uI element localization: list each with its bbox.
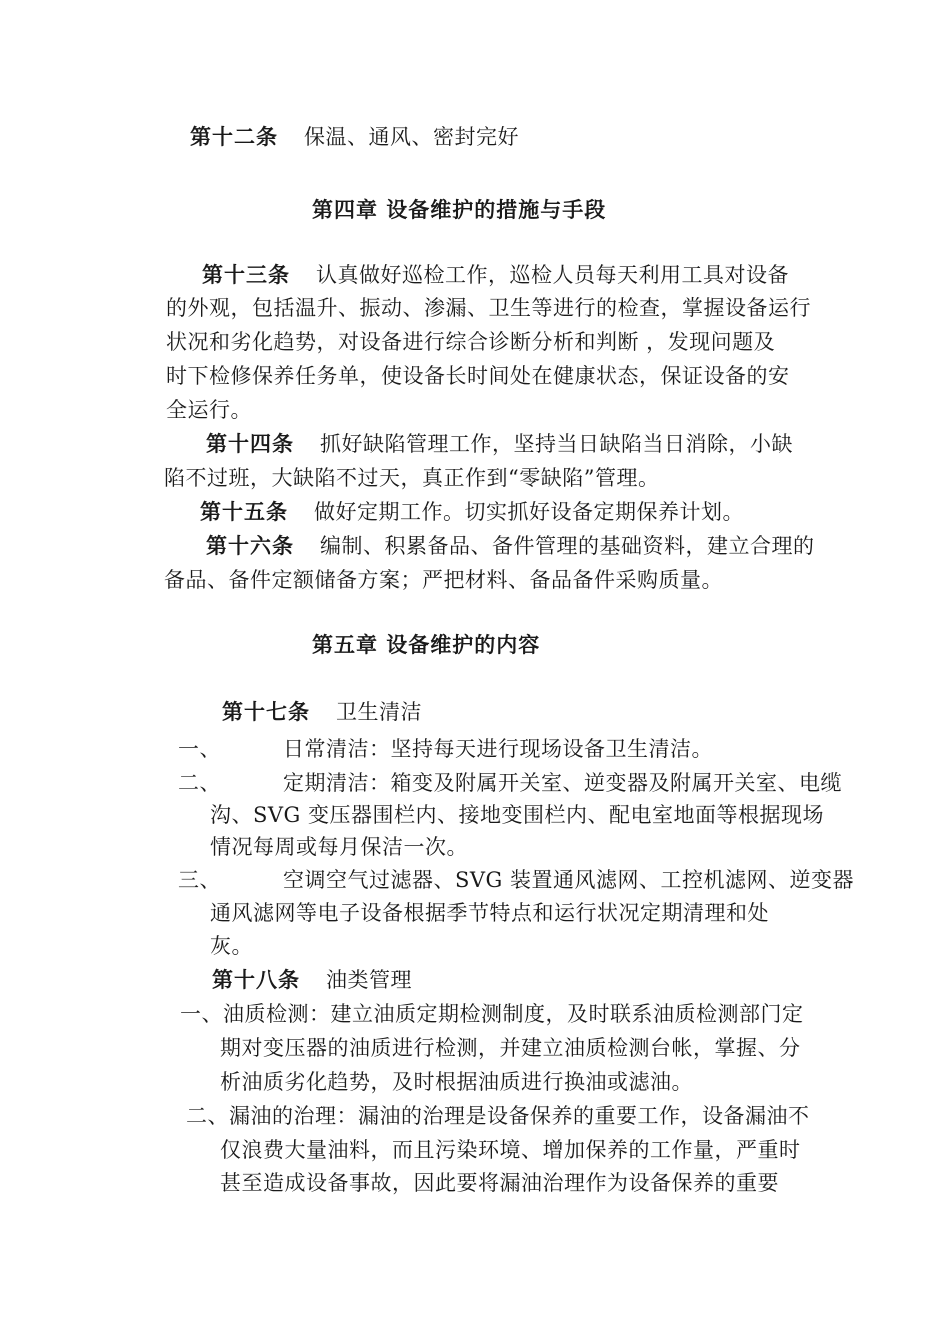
article-17 xyxy=(222,698,422,726)
article-17-item-3 xyxy=(178,866,854,894)
article-17-item-2 xyxy=(178,769,842,797)
article-17-item-3-line-3: 灰。 xyxy=(210,934,253,958)
article-16 xyxy=(206,532,815,560)
item-number: 二、 xyxy=(178,771,221,795)
article-15-title: 第十五条 xyxy=(200,500,288,524)
article-17-item-2-line-2: 沟、SVG 变压器围栏内、接地变围栏内、配电室地面等根据现场 xyxy=(210,803,825,827)
article-17-item-3-line-2: 通风滤网等电子设备根据季节特点和运行状况定期清理和处 xyxy=(210,901,769,925)
item-number: 一、 xyxy=(178,737,221,761)
article-18-item-2 xyxy=(186,1102,810,1130)
article-15 xyxy=(200,498,744,526)
item-number: 二、 xyxy=(186,1104,229,1128)
article-14-line-1: 抓好缺陷管理工作，坚持当日缺陷当日消除，小缺 xyxy=(320,432,793,456)
article-18-item-1 xyxy=(180,1000,804,1028)
article-14-title: 第十四条 xyxy=(206,432,294,456)
article-13 xyxy=(202,261,789,289)
article-12 xyxy=(190,123,519,151)
item-number: 一、 xyxy=(180,1002,223,1026)
article-16-line-2: 备品、备件定额储备方案；严把材料、备品备件采购质量。 xyxy=(164,568,723,592)
article-13-line-1: 认真做好巡检工作，巡检人员每天利用工具对设备 xyxy=(316,263,789,287)
item-line: 定期清洁：箱变及附属开关室、逆变器及附属开关室、电缆 xyxy=(283,771,842,795)
article-18-item-1-line-2: 期对变压器的油质进行检测，并建立油质检测台帐，掌握、分 xyxy=(220,1036,801,1060)
article-16-line-1: 编制、积累备品、备件管理的基础资料，建立合理的 xyxy=(320,534,815,558)
article-16-title: 第十六条 xyxy=(206,534,294,558)
item-number: 三、 xyxy=(178,868,221,892)
article-13-line-5: 全运行。 xyxy=(166,398,252,422)
article-15-text: 做好定期工作。切实抓好设备定期保养计划。 xyxy=(314,500,744,524)
article-18-text: 油类管理 xyxy=(326,968,412,992)
item-line: 油质检测：建立油质定期检测制度，及时联系油质检测部门定 xyxy=(223,1002,804,1026)
article-13-line-3: 状况和劣化趋势，对设备进行综合诊断分析和判断 ，发现问题及 xyxy=(166,330,776,354)
article-18-item-1-line-3: 析油质劣化趋势，及时根据油质进行换油或滤油。 xyxy=(220,1070,693,1094)
item-line: 空调空气过滤器、SVG 装置通风滤网、工控机滤网、逆变器 xyxy=(283,868,855,892)
article-13-line-2: 的外观，包括温升、振动、渗漏、卫生等进行的检查，掌握设备运行 xyxy=(166,296,811,320)
article-17-item-1 xyxy=(178,735,713,763)
article-14-line-2: 陷不过班，大缺陷不过天，真正作到“零缺陷”管理。 xyxy=(164,466,660,490)
article-17-text: 卫生清洁 xyxy=(336,700,422,724)
article-12-text: 保温、通风、密封完好 xyxy=(304,125,519,149)
article-18-title: 第十八条 xyxy=(212,968,300,992)
article-18 xyxy=(212,966,412,994)
article-12-title: 第十二条 xyxy=(190,125,278,149)
article-13-title: 第十三条 xyxy=(202,263,290,287)
article-17-item-2-line-3: 情况每周或每月保洁一次。 xyxy=(210,835,468,859)
article-17-title: 第十七条 xyxy=(222,700,310,724)
chapter-5-heading: 第五章 设备维护的内容 xyxy=(312,633,541,657)
article-18-item-2-line-2: 仅浪费大量油料，而且污染环境、增加保养的工作量，严重时 xyxy=(220,1138,801,1162)
article-14 xyxy=(206,430,793,458)
article-18-item-2-line-3: 甚至造成设备事故，因此要将漏油治理作为设备保养的重要 xyxy=(220,1171,779,1195)
chapter-4-heading: 第四章 设备维护的措施与手段 xyxy=(312,198,607,222)
item-line: 日常清洁：坚持每天进行现场设备卫生清洁。 xyxy=(283,737,713,761)
article-13-line-4: 时下检修保养任务单，使设备长时间处在健康状态，保证设备的安 xyxy=(166,364,790,388)
item-line: 漏油的治理：漏油的治理是设备保养的重要工作，设备漏油不 xyxy=(229,1104,810,1128)
